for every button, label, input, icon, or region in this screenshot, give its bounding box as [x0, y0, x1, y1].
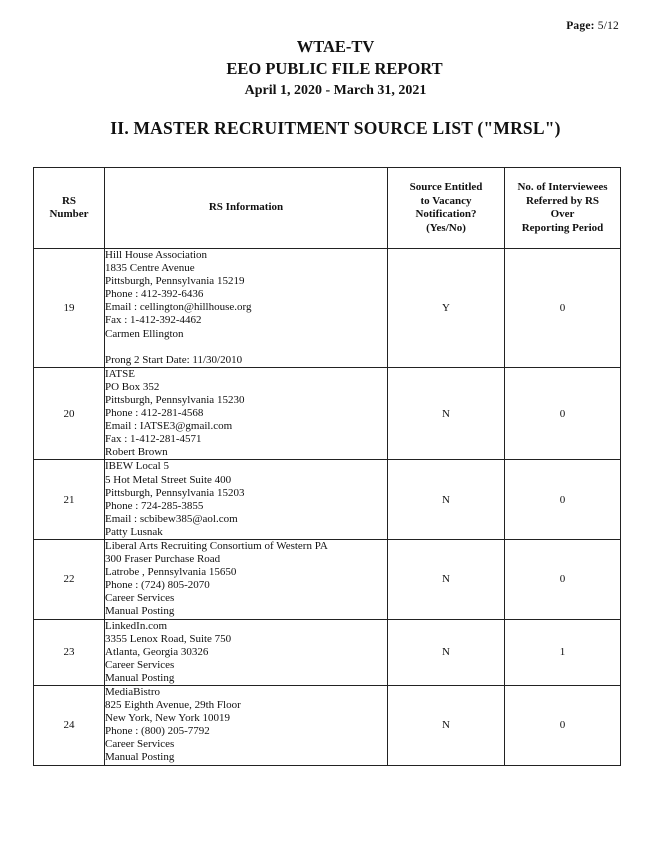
rs-information-line: PO Box 352 — [105, 380, 160, 393]
section-title — [0, 118, 657, 139]
rs-information-line: Career Services — [105, 592, 175, 605]
rs-information-cell — [105, 686, 388, 766]
page-number-value: 5/12 — [597, 20, 619, 32]
header-line: Reporting Period — [521, 221, 604, 234]
rs-number-cell: 24 — [34, 686, 105, 766]
header-line: RS Information — [208, 201, 284, 214]
page-number — [566, 20, 619, 32]
header-line: Over — [550, 208, 575, 220]
rs-information-line: Fax : 1-412-281-4571 — [105, 433, 202, 446]
header-line: Notification? — [415, 208, 477, 220]
rs-information-line: Manual Posting — [105, 751, 175, 764]
table-row — [34, 619, 621, 685]
rs-information-line: Latrobe , Pennsylvania 15650 — [105, 566, 237, 579]
rs-number-cell: 20 — [34, 367, 105, 460]
rs-number-cell: 22 — [34, 539, 105, 619]
table-row — [34, 460, 621, 540]
source-entitled-cell: N — [388, 460, 505, 540]
interviewees-count-cell: 0 — [505, 686, 621, 766]
header-line: Source Entitled — [409, 181, 483, 193]
header-rs-number — [34, 168, 105, 249]
rs-information-line: Patty Lusnak — [105, 525, 163, 538]
rs-information-line: 825 Eighth Avenue, 29th Floor — [105, 699, 241, 712]
section-title-text: II. MASTER RECRUITMENT SOURCE LIST ("MRSL") — [110, 118, 561, 138]
rs-information-line: Hill House Association — [105, 249, 208, 261]
table-header-row — [34, 168, 621, 249]
table-row — [34, 249, 621, 368]
rs-information-line: Manual Posting — [105, 671, 175, 684]
rs-information-line: Pittsburgh, Pennsylvania 15230 — [105, 393, 245, 406]
rs-information-line: Email : IATSE3@gmail.com — [105, 420, 233, 433]
rs-information-line: Phone : 412-392-6436 — [105, 288, 204, 301]
report-title: EEO PUBLIC FILE REPORT — [226, 59, 443, 78]
source-entitled-cell: Y — [388, 249, 505, 368]
rs-information-line: Manual Posting — [105, 605, 175, 618]
rs-information-line: New York, New York 10019 — [105, 712, 230, 725]
header-line: No. of Interviewees — [517, 181, 608, 193]
station-name: WTAE-TV — [296, 37, 375, 56]
interviewees-count-cell: 0 — [505, 367, 621, 460]
source-entitled-cell: N — [388, 619, 505, 685]
rs-information-line: Email : scbibew385@aol.com — [105, 512, 238, 525]
source-entitled-cell: N — [388, 539, 505, 619]
header-source-entitled — [388, 168, 505, 249]
interviewees-count-cell: 0 — [505, 539, 621, 619]
rs-information-line: Career Services — [105, 658, 175, 671]
rs-number-cell: 21 — [34, 460, 105, 540]
header-rs-information — [105, 168, 388, 249]
rs-information-line — [105, 341, 387, 354]
header-line: (Yes/No) — [426, 221, 466, 234]
rs-information-cell — [105, 619, 388, 685]
rs-information-line: 300 Fraser Purchase Road — [105, 553, 221, 566]
rs-information-line: Phone : (800) 205-7792 — [105, 725, 210, 738]
rs-information-cell — [105, 539, 388, 619]
rs-information-cell — [105, 367, 388, 460]
table-row — [34, 539, 621, 619]
rs-information-line: LinkedIn.com — [105, 619, 168, 632]
rs-information-line: Phone : 724-285-3855 — [105, 499, 204, 512]
rs-information-line: 5 Hot Metal Street Suite 400 — [105, 473, 232, 486]
source-entitled-cell: N — [388, 686, 505, 766]
reporting-period: April 1, 2020 - March 31, 2021 — [244, 83, 427, 98]
rs-information-line: Atlanta, Georgia 30326 — [105, 645, 209, 658]
rs-information-line: 1835 Centre Avenue — [105, 262, 195, 275]
rs-information-line: Email : cellington@hillhouse.org — [105, 301, 252, 314]
rs-information-line: Phone : 412-281-4568 — [105, 407, 204, 420]
table-row — [34, 367, 621, 460]
rs-information-line: MediaBistro — [105, 686, 160, 698]
recruitment-source-table — [33, 167, 621, 766]
rs-information-line: Pittsburgh, Pennsylvania 15219 — [105, 275, 245, 288]
source-entitled-cell: N — [388, 367, 505, 460]
rs-information-line: 3355 Lenox Road, Suite 750 — [105, 632, 232, 645]
header-line: to Vacancy — [420, 194, 472, 207]
report-header — [0, 36, 657, 102]
rs-information-line: IATSE — [105, 367, 135, 380]
rs-number-cell: 19 — [34, 249, 105, 368]
table-body — [34, 249, 621, 766]
interviewees-count-cell: 0 — [505, 249, 621, 368]
header-line: Referred by RS — [525, 194, 600, 207]
rs-information-line: Prong 2 Start Date: 11/30/2010 — [105, 353, 243, 366]
header-line: Number — [49, 208, 89, 220]
rs-information-cell — [105, 249, 388, 368]
table-row — [34, 686, 621, 766]
rs-information-line: Carmen Ellington — [105, 327, 184, 340]
header-interviewees-referred — [505, 168, 621, 249]
rs-information-line: Career Services — [105, 738, 175, 751]
rs-information-line: IBEW Local 5 — [105, 460, 169, 473]
interviewees-count-cell: 1 — [505, 619, 621, 685]
rs-information-cell — [105, 460, 388, 540]
page-number-label: Page: — [566, 20, 595, 32]
interviewees-count-cell: 0 — [505, 460, 621, 540]
rs-information-line: Pittsburgh, Pennsylvania 15203 — [105, 486, 245, 499]
rs-information-line: Liberal Arts Recruiting Consortium of Western PA — [105, 539, 328, 552]
rs-number-cell: 23 — [34, 619, 105, 685]
rs-information-line: Phone : (724) 805-2070 — [105, 579, 210, 592]
header-line: RS — [61, 194, 77, 207]
rs-information-line: Fax : 1-412-392-4462 — [105, 314, 202, 327]
rs-information-line: Robert Brown — [105, 446, 168, 459]
